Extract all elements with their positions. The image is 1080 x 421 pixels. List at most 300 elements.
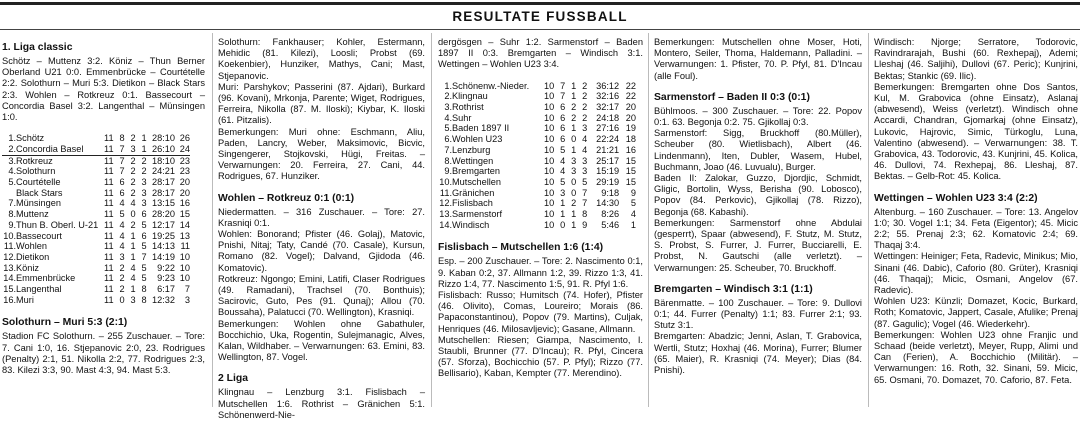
table-cell-w: 4 bbox=[119, 219, 125, 230]
table-cell-l: 1 bbox=[136, 144, 147, 155]
lineup-muri: Muri: Parshykov; Passerini (87. Ajdari), Burkard (96. Kovani), Mrkonja, Parente; Wiget, Rodrigues, Ferreira, Nikolla (87. M. Iloski); Kiybar, K. Iloski (61. Pitzalis). bbox=[218, 81, 425, 126]
table-cell-w: 2 bbox=[119, 262, 125, 273]
column-2 bbox=[218, 33, 425, 420]
table-cell-gp: 11 bbox=[104, 241, 114, 252]
table-cell-d: 2 bbox=[130, 133, 136, 144]
table-cell-d: 1 bbox=[571, 219, 577, 230]
table-cell-d: 4 bbox=[130, 262, 136, 273]
table-cell-w: 6 bbox=[119, 177, 125, 188]
table-cell-w: 6 bbox=[560, 123, 566, 134]
lineup-solothurn: Solothurn: Fankhauser; Kohler, Estermann, Mehidic (81. Kilezi), Loosli; Probst (69. Koekenbier), Hunziker, Mathys, Cani; Mast, Stjepanovic. bbox=[218, 37, 425, 81]
table-cell-team: Mutschellen bbox=[452, 176, 502, 187]
table-cell-rank: 10. bbox=[3, 230, 16, 241]
table-cell-gp: 11 bbox=[104, 273, 114, 284]
table-cell-pts: 19 bbox=[625, 123, 636, 134]
match-facts: Esp. – 200 Zuschauer. – Tore: 2. Nascimento 0:1, 9. Kaban 0:2, 37. Allmann 1:2, 39. Rizzo 1:3, 41. Rizzo 1:4, 77. Nascimento 1:5, 91. R. Pfyl 1:6. bbox=[438, 256, 643, 289]
match-report: Stadion FC Solothurn. – 255 Zuschauer. – Tore: 7. Cani 1:0, 16. Stjepanovic 2:0, 23. Rodrigues (Penalty) 2:1, 51. Nikolla 2:2, 77. Rodrigues 2:3, 83. Kilezi 3:3, 90. Mast 4:3, 94. Mast 5:3. bbox=[2, 331, 205, 376]
table-cell-goals: 5:46 bbox=[601, 219, 620, 230]
header-rule bbox=[0, 29, 1080, 30]
table-cell-gp: 10 bbox=[543, 102, 555, 113]
match-remarks: Bemerkungen: Mutschellen ohne Moser, Hoti, Montero, Seiler, Thoma, Haldemann, Palladini. – Verwarnungen: 1. Pfister, 70. P. Pfyl, 81. D'Incau (alle Foul). bbox=[654, 37, 862, 81]
table-row bbox=[2, 144, 190, 155]
table-cell-w: 8 bbox=[119, 133, 125, 144]
liga-2-results: Klingnau – Lenzburg 3:1. Fislisbach – Mutschellen 1:6. Rothrist – Gränichen 5:1. Schönenwerd-Nie- bbox=[218, 387, 425, 420]
table-cell-rank: 10. bbox=[439, 176, 452, 187]
table-cell-goals: 28:20 bbox=[152, 209, 175, 220]
table-cell-l: 2 bbox=[582, 80, 588, 91]
column-5 bbox=[874, 33, 1078, 407]
table-cell-pts: 20 bbox=[179, 187, 190, 198]
table-cell-l: 8 bbox=[141, 294, 147, 305]
table-cell-goals: 15:19 bbox=[596, 166, 620, 177]
lineup-mutschellen: Mutschellen: Riesen; Giampa, Nascimento, I. Staubli, Brunner (77. D'Incau); R. Pfyl, Cincera (57. Sforza), Bochicchio (57. P. Pfyl); Rizzo (77. Bellisario), Kaban, Kempter (77. Merendino). bbox=[438, 334, 643, 379]
table-cell-team: Baden 1897 II bbox=[452, 123, 510, 134]
table-cell-d: 1 bbox=[130, 230, 136, 241]
table-cell-pts: 4 bbox=[630, 209, 636, 220]
table-cell-team: Dietikon bbox=[16, 251, 50, 262]
table-cell-l: 1 bbox=[141, 133, 147, 144]
table-cell-l: 3 bbox=[141, 177, 147, 188]
table-cell-gp: 11 bbox=[104, 155, 114, 166]
lineup-wettingen: Wettingen: Heiniger; Feta, Radevic, Minikus; Mio, Sinani (46. Dabic), Caforio (80. Grüter), Krasniqi (46. Thaqaj); Micic, Osmani, Angelov (67. Radevic). bbox=[874, 251, 1078, 296]
table-cell-goals: 22:24 bbox=[596, 134, 620, 145]
table-cell-team: Schötz bbox=[16, 133, 45, 144]
match-heading-wettingen-wohlen: Wettingen – Wohlen U23 3:4 (2:2) bbox=[874, 192, 1038, 204]
table-cell-gp: 11 bbox=[104, 294, 114, 305]
table-cell-team: Lenzburg bbox=[452, 144, 491, 155]
table-cell-goals: 9:23 bbox=[157, 273, 175, 284]
table-cell-w: 7 bbox=[119, 166, 125, 177]
match-remarks: Bemerkungen: Sarmenstorf ohne Abdulai (gesperrt), Spaar (abwesend), F. Stutz, M. Stutz, S. Probst, S. Furrer, J. Furrer, Bucciarelli, E. Probst, N. Gautschi (alle verletzt). – Verwarnungen: 25. Scheuber, 70. Bruckhoff. bbox=[654, 217, 862, 273]
table-cell-goals: 9:18 bbox=[601, 187, 620, 198]
section-heading-2-liga: 2 Liga bbox=[218, 373, 249, 385]
table-row bbox=[2, 295, 190, 306]
table-cell-gp: 11 bbox=[104, 177, 114, 188]
table-cell-d: 1 bbox=[571, 209, 577, 220]
table-cell-pts: 20 bbox=[179, 177, 190, 188]
table-cell-team: Muttenz bbox=[16, 209, 49, 220]
liga-2-results-continued: dergösgen – Suhr 1:2. Sarmenstorf – Baden 1897 II 0:3. Bremgarten – Windisch 3:1. Wettingen – Wohlen U23 3:4. bbox=[438, 37, 643, 70]
table-cell-d: 2 bbox=[571, 112, 577, 123]
table-cell-goals: 13:15 bbox=[152, 198, 175, 209]
table-cell-gp: 10 bbox=[543, 187, 555, 198]
table-cell-goals: 14:30 bbox=[596, 198, 620, 209]
section-heading-liga-classic: 1. Liga classic bbox=[2, 42, 73, 53]
table-row bbox=[438, 113, 636, 124]
table-cell-w: 0 bbox=[119, 294, 125, 305]
lineup-wohlen-u23: Wohlen U23: Künzli; Domazet, Kocic, Burkard, Roth; Komatovic, Jappert, Casale, Afulike; Prenaj (87. Gagulic); Vogel (46. Wiederkehr). bbox=[874, 296, 1078, 329]
table-cell-w: 6 bbox=[560, 102, 566, 113]
table-cell-goals: 27:16 bbox=[596, 123, 620, 134]
table-cell-goals: 28:17 bbox=[152, 177, 175, 188]
table-row bbox=[438, 220, 636, 231]
table-cell-l: 5 bbox=[141, 219, 147, 230]
table-cell-team: Muri bbox=[16, 294, 34, 305]
table-cell-l: 2 bbox=[141, 166, 147, 177]
table-cell-team: Fislisbach bbox=[452, 198, 493, 209]
table-cell-team: Rotkreuz bbox=[16, 155, 53, 166]
table-cell-l: 2 bbox=[141, 155, 147, 166]
table-cell-pts: 20 bbox=[625, 102, 636, 113]
table-cell-goals: 24:21 bbox=[152, 166, 175, 177]
table-cell-goals: 14:13 bbox=[152, 241, 175, 252]
table-cell-pts: 23 bbox=[179, 155, 190, 166]
table-cell-pts: 11 bbox=[180, 241, 190, 252]
table-row bbox=[438, 91, 636, 102]
table-cell-rank: 16. bbox=[3, 294, 16, 305]
table-cell-rank: 12. bbox=[439, 198, 452, 209]
table-cell-pts: 9 bbox=[630, 187, 636, 198]
table-cell-w: 5 bbox=[560, 176, 566, 187]
table-cell-gp: 10 bbox=[543, 80, 555, 91]
table-cell-rank: 12. bbox=[3, 251, 16, 262]
table-cell-w: 5 bbox=[560, 144, 566, 155]
table-cell-pts: 26 bbox=[179, 133, 190, 144]
table-cell-team: Bremgarten bbox=[452, 166, 501, 177]
column-divider bbox=[868, 33, 869, 407]
table-cell-d: 1 bbox=[571, 144, 577, 155]
table-row bbox=[438, 81, 636, 92]
column-divider bbox=[212, 33, 213, 407]
table-cell-goals: 26:10 bbox=[147, 144, 175, 155]
table-cell-d: 4 bbox=[130, 198, 136, 209]
table-row bbox=[438, 102, 636, 113]
table-cell-rank: 6. bbox=[444, 134, 452, 145]
table-cell-w: 5 bbox=[119, 209, 125, 220]
table-cell-pts: 10 bbox=[179, 273, 190, 284]
liga-classic-results: Schötz – Muttenz 3:2. Köniz – Thun Berner Oberland U21 0:0. Emmenbrücke – Courtételle 2:2. Solothurn – Muri 5:3. Dietikon – Black Stars 2:3. Wohlen – Rotkreuz 0:1. Bassecourt – Concordia Basel 3:2. Langenthal – Münsingen 1:0. bbox=[2, 56, 205, 123]
table-cell-team: Courtételle bbox=[16, 177, 61, 188]
table-cell-d: 0 bbox=[571, 187, 577, 198]
match-facts: Bühlmoos. – 300 Zuschauer. – Tore: 22. Popov 0:1. 63. Begonja 0:2. 75. Gjikollaj 0:3. bbox=[654, 105, 862, 128]
table-cell-d: 1 bbox=[130, 284, 136, 295]
table-cell-l: 9 bbox=[582, 219, 588, 230]
table-cell-goals: 21:21 bbox=[596, 144, 620, 155]
table-cell-goals: 19:25 bbox=[152, 230, 175, 241]
table-row bbox=[2, 231, 190, 242]
table-cell-pts: 10 bbox=[179, 251, 190, 262]
table-cell-l: 4 bbox=[582, 134, 588, 145]
table-cell-rank: 3. bbox=[8, 155, 16, 166]
table-cell-team: Rothrist bbox=[452, 102, 484, 113]
table-cell-d: 1 bbox=[571, 80, 577, 91]
table-cell-rank: 5. bbox=[8, 177, 16, 188]
table-cell-w: 4 bbox=[119, 198, 125, 209]
table-cell-d: 1 bbox=[571, 123, 577, 134]
table-cell-rank: 1. bbox=[444, 80, 452, 91]
match-heading-solothurn-muri: Solothurn – Muri 5:3 (2:1) bbox=[2, 317, 128, 329]
table-cell-gp: 11 bbox=[104, 251, 114, 262]
table-cell-rank: 4. bbox=[444, 112, 452, 123]
table-cell-w: 2 bbox=[119, 273, 125, 284]
lineup-baden: Baden II: Zalokar, Guzzo, Djordjic, Schmidt, Gligic, Bortolin, Wyss, Berisha (90. Lobosco), Popov (84. Perkovic), Gjikollaj (78. Rizzo), Begonja (68. Kabashi). bbox=[654, 173, 862, 217]
column-divider bbox=[648, 33, 649, 407]
table-cell-rank: 2. bbox=[2, 144, 16, 155]
table-cell-w: 0 bbox=[560, 219, 566, 230]
table-cell-gp: 10 bbox=[543, 134, 555, 145]
table-cell-team: Münsingen bbox=[16, 198, 61, 209]
table-row bbox=[2, 177, 190, 188]
table-cell-team: Wohlen U23 bbox=[452, 134, 503, 145]
table-cell-d: 3 bbox=[125, 144, 136, 155]
table-cell-gp: 11 bbox=[104, 284, 114, 295]
table-cell-pts: 20 bbox=[625, 112, 636, 123]
table-cell-gp: 10 bbox=[543, 209, 555, 220]
table-cell-team: Bassecourt bbox=[16, 230, 62, 241]
table-cell-gp: 10 bbox=[543, 155, 555, 166]
table-cell-gp: 11 bbox=[104, 209, 114, 220]
table-row bbox=[2, 188, 190, 199]
table-row bbox=[438, 123, 636, 134]
table-cell-goals: 29:19 bbox=[596, 176, 620, 187]
table-cell-l: 5 bbox=[141, 273, 147, 284]
table-cell-l: 2 bbox=[582, 91, 588, 102]
table-cell-team: Concordia Basel bbox=[16, 144, 103, 155]
match-heading-wohlen-rotkreuz: Wohlen – Rotkreuz 0:1 (0:1) bbox=[218, 192, 355, 204]
table-cell-pts: 22 bbox=[625, 91, 636, 102]
table-cell-w: 6 bbox=[119, 187, 125, 198]
table-cell-rank: 9. bbox=[8, 219, 16, 230]
table-cell-pts: 15 bbox=[625, 166, 636, 177]
table-cell-pts: 23 bbox=[179, 166, 190, 177]
table-row bbox=[438, 166, 636, 177]
table-cell-rank: 1. bbox=[8, 133, 16, 144]
table-cell-pts: 13 bbox=[179, 230, 190, 241]
lineup-sarmenstorf: Sarmenstorf: Sigg, Bruckhoff (80.Müller), Scheuber (80. Wietlisbach), Albert (46. Lindenmann), Iten, Dubler, Wasem, Hubel, Buchmann, Joao (46. Luvualu), Burger. bbox=[654, 128, 862, 172]
table-cell-l: 8 bbox=[582, 209, 588, 220]
table-cell-pts: 16 bbox=[625, 144, 636, 155]
table-row bbox=[2, 284, 190, 295]
table-cell-gp: 11 bbox=[104, 187, 114, 198]
table-cell-d: 2 bbox=[130, 219, 136, 230]
table-cell-w: 3 bbox=[560, 187, 566, 198]
match-heading-fislisbach-mutschellen: Fislisbach – Mutschellen 1:6 (1:4) bbox=[438, 242, 604, 254]
table-cell-d: 2 bbox=[130, 177, 136, 188]
table-cell-l: 6 bbox=[141, 209, 147, 220]
table-cell-goals: 12:17 bbox=[152, 219, 175, 230]
match-remarks: Bemerkungen: Wohlen ohne Gabathuler, Bocchichio, Uka, Rogentin, Sulejmanagic, Alves, Kalan, Wildhaber. – Verwarnungen: 63. Emini, 83. Wellington, 87. Vogel. bbox=[218, 318, 425, 363]
table-cell-l: 5 bbox=[141, 241, 147, 252]
table-cell-w: 1 bbox=[560, 198, 566, 209]
table-row bbox=[2, 273, 190, 284]
table-cell-team: Solothurn bbox=[16, 166, 56, 177]
match-heading-sarmenstorf-baden: Sarmenstorf – Baden II 0:3 (0:1) bbox=[654, 91, 810, 103]
table-row bbox=[438, 134, 636, 145]
table-cell-gp: 10 bbox=[543, 123, 555, 134]
table-row bbox=[2, 133, 190, 144]
table-cell-team: Black Stars bbox=[16, 187, 63, 198]
lineup-rotkreuz: Rotkreuz: Ngongo; Emini, Latifi, Claser Rodrigues (49. Ramadani), Trachsel (70. Bonthuis); Sacirovic, Guto, Pes (91. Qunaj); Allou (70. Boussaha), Palatucci (70. Wellington), Krasniqi. bbox=[218, 273, 425, 318]
table-cell-goals: 6:17 bbox=[157, 284, 175, 295]
table-cell-team: Windisch bbox=[452, 219, 490, 230]
table-cell-l: 3 bbox=[141, 198, 147, 209]
column-3 bbox=[438, 33, 643, 407]
table-cell-rank: 7. bbox=[444, 144, 452, 155]
match-remarks: Bemerkungen: Bremgarten ohne Dos Santos, Kul, M. Grabovica (ohne Einsatz), Aslanaj (abwesend), Weiss (verletzt). Windisch ohne Accardi, Chandran, Gjomarkaj (ohne Einsatz), Lukovic, Hajrovic, Simic, Türkoglu, Luna, Valentino (abwesend). – Verwarnungen: 38. T. Grabovica, 43. Todorovic, 43. Kunjrini, 45. Kolica, 46. Dullovi, 74. Rexhepaj, 86. Lleshaj, 87. Bektas. – Gelb-Rot: 45. Kolica. bbox=[874, 81, 1078, 182]
table-row bbox=[438, 188, 636, 199]
table-cell-gp: 11 bbox=[104, 219, 114, 230]
table-cell-goals: 24:18 bbox=[596, 112, 620, 123]
table-cell-goals: 32:17 bbox=[596, 102, 620, 113]
table-cell-l: 7 bbox=[582, 198, 588, 209]
table-cell-goals: 12:32 bbox=[152, 294, 175, 305]
table-cell-pts: 1 bbox=[630, 219, 636, 230]
column-1 bbox=[2, 33, 205, 407]
table-row bbox=[2, 252, 190, 263]
table-cell-team: Gränichen bbox=[452, 187, 495, 198]
table-cell-pts: 10 bbox=[179, 262, 190, 273]
table-cell-rank: 9. bbox=[444, 166, 452, 177]
match-remarks: Bemerkungen: Muri ohne: Eschmann, Aliu, Paden, Lancry, Weber, Maksimovic, Bicvic, Singengerer, Stojkovski, Hügi, Freitas. – Verwarnungen: 20. Ferreira, 27. Cani, 44. Rodrigues, 67. Hunziker. bbox=[218, 126, 425, 182]
liga-classic-standings-table bbox=[2, 133, 190, 305]
table-cell-l: 3 bbox=[582, 123, 588, 134]
table-cell-rank: 13. bbox=[439, 209, 452, 220]
table-cell-w: 1 bbox=[560, 209, 566, 220]
table-cell-pts: 14 bbox=[179, 219, 190, 230]
table-cell-goals: 25:17 bbox=[596, 155, 620, 166]
table-cell-l: 2 bbox=[582, 102, 588, 113]
table-cell-pts: 15 bbox=[179, 209, 190, 220]
table-cell-w: 6 bbox=[560, 134, 566, 145]
table-row bbox=[2, 198, 190, 209]
column-divider bbox=[431, 33, 432, 407]
match-heading-bremgarten-windisch: Bremgarten – Windisch 3:1 (1:1) bbox=[654, 283, 813, 295]
match-remarks: Bemerkungen: Wohlen U23 ohne Franjic und Schaad (beide verletzt), Meyer, Rupp, Alimi und Can (Ferien), A. Bocchichio (Militär). – Verwarnungen: 16. Roth, 32. Sinani, 59. Micic, 65. Osmani, 70. Domazet, 70. Caforio, 87. Feta. bbox=[874, 329, 1078, 385]
table-cell-w: 4 bbox=[119, 241, 125, 252]
table-cell-team: Klingnau bbox=[452, 91, 488, 102]
table-cell-d: 0 bbox=[571, 176, 577, 187]
table-cell-pts: 15 bbox=[625, 155, 636, 166]
table-cell-d: 2 bbox=[571, 102, 577, 113]
lineup-bremgarten: Bremgarten: Abadzic; Jenni, Aslan, T. Grabovica, Wertli, Stutz; Hoxhaj (46. Morina), Furrer; Blumer (65. Maier), R. Krasniqi (74. Meyer); Dias (84. Pnishi). bbox=[654, 331, 862, 376]
table-cell-team: Thun B. Oberl. U-21 bbox=[16, 219, 99, 230]
table-cell-l: 6 bbox=[141, 230, 147, 241]
table-cell-goals: 28:10 bbox=[152, 133, 175, 144]
table-row bbox=[438, 156, 636, 167]
table-row bbox=[2, 220, 190, 231]
table-cell-team: Wettingen bbox=[452, 155, 494, 166]
table-cell-goals: 18:10 bbox=[152, 155, 175, 166]
table-cell-rank: 13. bbox=[3, 262, 16, 273]
table-cell-pts: 16 bbox=[179, 198, 190, 209]
table-cell-rank: 14. bbox=[439, 219, 452, 230]
table-row bbox=[2, 263, 190, 274]
table-row bbox=[2, 241, 190, 252]
table-cell-team: Schönenw.-Nieder. bbox=[452, 80, 530, 91]
table-cell-w: 4 bbox=[560, 155, 566, 166]
table-cell-rank: 11. bbox=[439, 187, 452, 198]
table-cell-gp: 10 bbox=[543, 219, 555, 230]
table-cell-l: 5 bbox=[582, 176, 588, 187]
table-cell-d: 3 bbox=[130, 294, 136, 305]
top-rule bbox=[0, 2, 1080, 5]
table-cell-l: 3 bbox=[582, 155, 588, 166]
table-cell-rank: 8. bbox=[444, 155, 452, 166]
table-cell-gp: 10 bbox=[543, 112, 555, 123]
table-cell-gp: 11 bbox=[104, 198, 114, 209]
table-cell-rank: 3. bbox=[444, 102, 452, 113]
table-row bbox=[2, 209, 190, 220]
table-cell-team: Köniz bbox=[16, 262, 39, 273]
table-cell-d: 0 bbox=[571, 134, 577, 145]
liga-2-standings-table bbox=[438, 81, 636, 231]
table-cell-gp: 10 bbox=[543, 91, 555, 102]
table-cell-gp: 10 bbox=[543, 166, 555, 177]
table-cell-w: 2 bbox=[119, 284, 125, 295]
table-cell-gp: 11 bbox=[104, 133, 114, 144]
match-facts: Niedermatten. – 316 Zuschauer. – Tore: 27. Krasniqi 0:1. bbox=[218, 206, 425, 228]
table-row bbox=[438, 145, 636, 156]
table-cell-rank: 2. bbox=[444, 91, 452, 102]
table-cell-l: 2 bbox=[582, 112, 588, 123]
table-cell-pts: 5 bbox=[630, 198, 636, 209]
table-cell-rank: 8. bbox=[8, 209, 16, 220]
table-cell-l: 8 bbox=[141, 284, 147, 295]
table-cell-w: 4 bbox=[560, 166, 566, 177]
table-cell-d: 1 bbox=[571, 91, 577, 102]
table-cell-w: 3 bbox=[119, 251, 125, 262]
table-cell-w: 7 bbox=[560, 91, 566, 102]
table-row bbox=[2, 155, 190, 166]
table-cell-w: 7 bbox=[119, 155, 125, 166]
table-cell-rank: 15. bbox=[3, 284, 16, 295]
table-cell-gp: 11 bbox=[104, 143, 114, 154]
table-cell-pts: 15 bbox=[625, 176, 636, 187]
table-cell-gp: 11 bbox=[104, 166, 114, 177]
table-cell-team: Emmenbrücke bbox=[16, 273, 76, 284]
table-cell-team: Langenthal bbox=[16, 284, 62, 295]
table-cell-pts: 18 bbox=[625, 134, 636, 145]
table-row bbox=[438, 198, 636, 209]
match-facts: Bärenmatte. – 100 Zuschauer. – Tore: 9. Dullovi 0:1; 44. Furrer (Penalty) 1:1; 83. Furrer 2:1; 93. Stutz 3:1. bbox=[654, 297, 862, 331]
table-cell-l: 4 bbox=[582, 144, 588, 155]
table-cell-l: 3 bbox=[582, 166, 588, 177]
table-row bbox=[2, 166, 190, 177]
table-cell-l: 7 bbox=[582, 187, 588, 198]
table-cell-d: 0 bbox=[130, 209, 136, 220]
table-cell-gp: 11 bbox=[104, 262, 114, 273]
table-cell-d: 1 bbox=[130, 241, 136, 252]
table-row bbox=[438, 209, 636, 220]
table-cell-goals: 36:12 bbox=[596, 80, 620, 91]
table-cell-pts: 24 bbox=[175, 144, 190, 155]
table-cell-d: 4 bbox=[130, 273, 136, 284]
lineup-windisch: Windisch: Njorge; Serratore, Todorovic, Ravindrarajah, Bushi (60. Rexhepaj), Ademi; Lleshaj (46. Saljihi), Dullovi (67. Peric); Kunjrini, Bektas; Stankic (69. Ilic). bbox=[874, 37, 1078, 81]
table-cell-rank: 7. bbox=[8, 198, 16, 209]
table-cell-gp: 10 bbox=[543, 176, 555, 187]
table-cell-rank: 11. bbox=[3, 241, 16, 252]
table-cell-team: Wohlen bbox=[16, 241, 47, 252]
table-cell-goals: 9:22 bbox=[157, 262, 175, 273]
table-cell-l: 5 bbox=[141, 262, 147, 273]
table-cell-d: 2 bbox=[571, 198, 577, 209]
table-cell-d: 2 bbox=[130, 155, 136, 166]
table-cell-pts: 3 bbox=[184, 294, 190, 305]
table-cell-w: 4 bbox=[119, 230, 125, 241]
table-cell-d: 2 bbox=[130, 166, 136, 177]
table-cell-goals: 32:16 bbox=[596, 91, 620, 102]
table-cell-rank: 5. bbox=[444, 123, 452, 134]
table-cell-d: 2 bbox=[130, 187, 136, 198]
match-facts: Altenburg. – 160 Zuschauer. – Tore: 13. Angelov 1:0; 30. Vogel 1:1; 34. Feta (Eigentor); 45. Micic 2:2; 55. Prenaj 2:3; 62. Komatovic 2:4; 69. Thaqaj 3:4. bbox=[874, 206, 1078, 251]
table-cell-d: 3 bbox=[571, 166, 577, 177]
table-cell-rank: 4. bbox=[8, 166, 16, 177]
table-cell-pts: 22 bbox=[625, 80, 636, 91]
table-cell-rank bbox=[2, 188, 16, 199]
table-cell-l: 7 bbox=[141, 251, 147, 262]
table-cell-gp: 10 bbox=[543, 144, 555, 155]
table-cell-gp: 10 bbox=[543, 198, 555, 209]
